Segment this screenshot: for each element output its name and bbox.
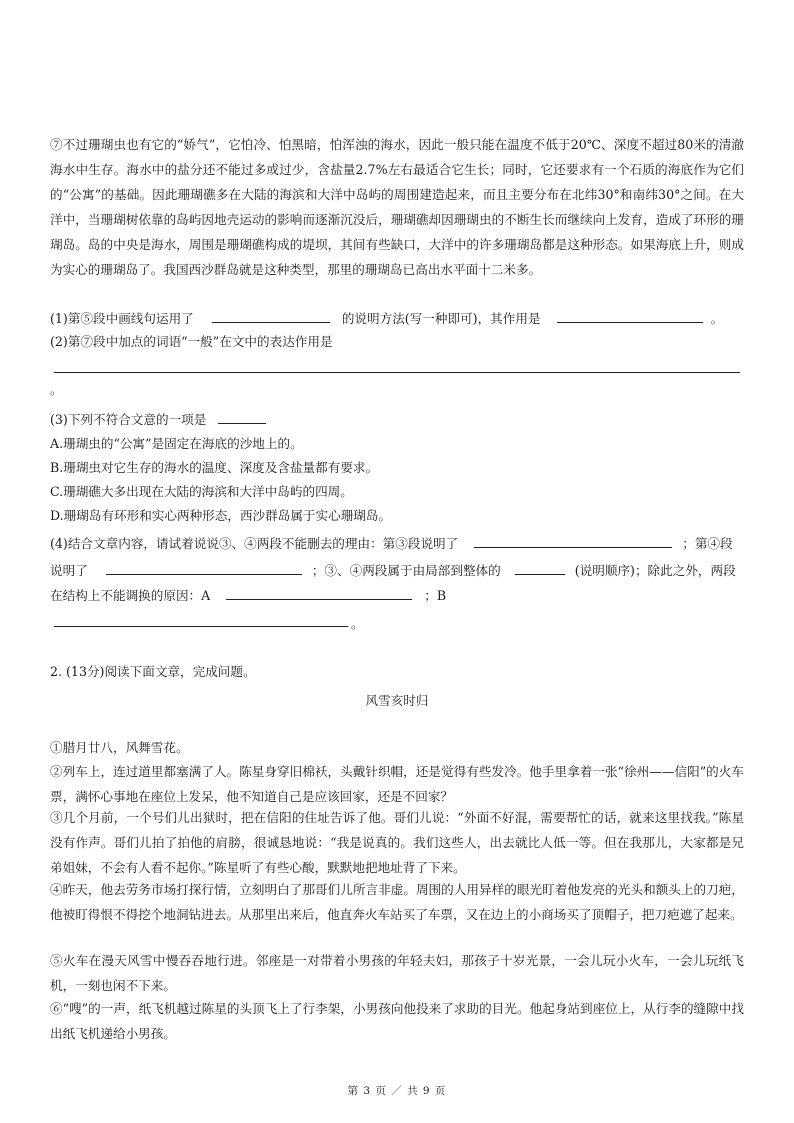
- question-4-text-a: (4)结合文章内容，请试着说说③、④两段不能删去的理由：第③段说明了: [50, 536, 459, 551]
- article-paragraph-2: ②列车上，连过道里都塞满了人。陈星身穿旧棉袄，头戴针织帽，还是觉得有些发冷。他手里拿着一张“徐州——信阳”的火车票，满怀心事地在座位上发呆，他不知道自己是应该回家，还是不回家？: [50, 764, 744, 804]
- question-2: (2)第⑦段中加点的词语“一般”在文中的表达作用是: [50, 334, 333, 349]
- question-4-line-4: [54, 612, 396, 631]
- option-b: B.珊瑚虫对它生存的海水的温度、深度及含盐量都有要求。: [50, 460, 379, 475]
- page-footer: 第 3 页 ／ 共 9 页: [347, 1085, 447, 1097]
- article-paragraph-5: ⑤火车在漫天风雪中慢吞吞地行进。邻座是一对带着小男孩的年轻夫妇，那孩子十岁光景，一会儿玩小火车，一会儿玩纸飞机，一刻也闲不下来。: [50, 953, 744, 993]
- article-title: 风雪亥时归: [365, 693, 429, 708]
- question-1: [50, 308, 723, 329]
- article-paragraph-6: ⑥“嗖”的一声，纸飞机越过陈星的头顶飞上了行李架，小男孩向他投来了求助的目光。他起身站到座位上，从行李的缝隙中找出纸飞机递给小男孩。: [50, 1001, 744, 1041]
- question-4-text-e: (说明顺序)；除此之外，两段: [574, 563, 736, 578]
- question-4-text-b: ；第④段: [682, 536, 733, 551]
- answer-blank-q1-effect[interactable]: [557, 308, 703, 323]
- question-4-line-1: [50, 533, 733, 554]
- answer-blank-q1-method[interactable]: [212, 308, 330, 323]
- option-d: D.珊瑚岛有环形和实心两种形态，西沙群岛属于实心珊瑚岛。: [50, 508, 392, 523]
- question-4-line-3: [50, 585, 446, 606]
- question-3-text: (3)下列不符合文意的一项是: [50, 412, 207, 427]
- answer-blank-q3[interactable]: [218, 409, 266, 424]
- question-3: [50, 409, 266, 430]
- question-4-text-c: 说明了: [50, 563, 88, 578]
- question-1-end: 。: [710, 311, 724, 326]
- question-4-text-d: ；③、④两段属于由局部到整体的: [311, 563, 501, 578]
- answer-line-q2[interactable]: [54, 372, 740, 373]
- question-4-end: 。: [351, 616, 364, 631]
- answer-blank-q4-para3[interactable]: [474, 533, 672, 548]
- answer-blank-q4-reason-a[interactable]: [226, 585, 412, 600]
- option-a: A.珊瑚虫的“公寓”是固定在海底的沙地上的。: [50, 436, 303, 451]
- option-c: C.珊瑚礁大多出现在大陆的海滨和大洋中岛屿的四周。: [50, 484, 353, 499]
- question-4-text-g: ；B: [424, 588, 447, 603]
- answer-blank-q4-para4[interactable]: [106, 560, 302, 575]
- passage-paragraph-7: ⑦不过珊瑚虫也有它的“娇气”，它怕冷、怕黑暗，怕浑浊的海水，因此一般只能在温度不低于20℃、深度不超过80米的清澈海水中生存。海水中的盐分还不能过多或过少，含盐量2.7%左右最适合它生长；同时，它还要求有一个石质的海底作为它们的“公寓”的基础。因此珊瑚礁多在大陆的海滨和大洋中岛屿的周围建造起来，而且主要分布在北纬30°和南纬30°之间。在大洋中，当珊瑚树依靠的岛屿因地壳运动的影响而逐渐沉没后，珊瑚礁却因珊瑚虫的不断生长而继续向上发育，造成了环形的珊瑚岛。岛的中央是海水，周围是珊瑚礁构成的堤坝，其间有些缺口，大洋中的许多珊瑚岛都是这种形态。如果海底上升，则成为实心的珊瑚岛了。我国西沙群岛就是这种类型，那里的珊瑚岛已高出水平面十二米多。: [50, 137, 744, 277]
- article-paragraph-4: ④昨天，他去劳务市场打探行情，立刻明白了那哥们儿所言非虚。周围的人用异样的眼光盯着他发亮的光头和额头上的刀疤，他被盯得恨不得挖个地洞钻进去。从那里出来后，他直奔火车站买了车票，又在边上的小商场买了顶帽子，把刀疤遮了起来。: [50, 882, 744, 922]
- answer-blank-q4-order[interactable]: [515, 560, 565, 575]
- question-1-text-b: 的说明方法(写一种即可)，其作用是: [341, 311, 541, 326]
- question-2-end: 。: [50, 382, 63, 397]
- answer-blank-q4-reason-b[interactable]: [54, 612, 348, 627]
- question-4-line-2: [50, 560, 736, 581]
- question-4-text-f: 在结构上不能调换的原因：A: [50, 588, 211, 603]
- question-1-text-a: (1)第⑤段中画线句运用了: [50, 311, 194, 326]
- article-paragraph-1: ①腊月廿八，风舞雪花。: [50, 740, 189, 755]
- article-paragraph-3: ③几个月前，一个号们儿出狱时，把在信阳的住址告诉了他。哥们儿说：“外面不好混，需要帮忙的话，就来这里找我。”陈星没有作声。哥们儿拍了拍他的肩膀，很诚恳地说：“我是说真的。我们这些人，出去就比人低一等。但在我那儿，大家都是兄弟姐妹，不会有人看不起你。”陈星听了有些心酸，默默地把地址背了下来。: [50, 810, 744, 875]
- section-2-header: 2. (13分)阅读下面文章，完成问题。: [50, 664, 256, 679]
